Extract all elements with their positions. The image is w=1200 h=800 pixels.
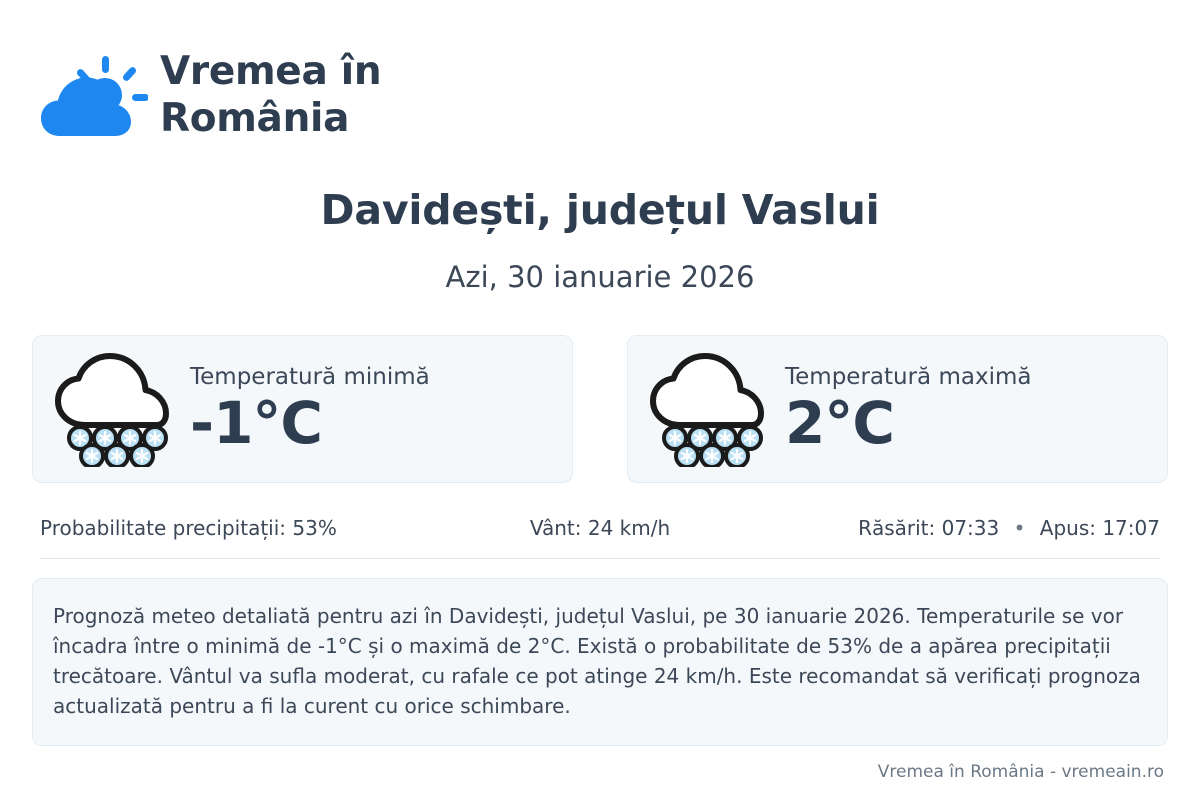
- brand-title-line2: România: [160, 96, 350, 141]
- cloud-with-snow-icon: [47, 352, 182, 467]
- max-temperature-label: Temperatură maximă: [785, 364, 1032, 390]
- brand-title: [160, 48, 381, 142]
- min-temperature-label: Temperatură minimă: [190, 364, 430, 390]
- max-temperature-text: [777, 364, 1032, 457]
- page-title: Davidești, județul Vaslui: [320, 186, 880, 234]
- brand-header: [0, 0, 1200, 142]
- sun-times: [787, 516, 1160, 540]
- sun-times-separator: •: [1013, 516, 1026, 540]
- max-temperature-card: [627, 335, 1168, 483]
- sunset-time: Apus: 17:07: [1039, 516, 1160, 540]
- sunrise-time: Răsărit: 07:33: [858, 516, 1000, 540]
- wind-speed: Vânt: 24 km/h: [529, 516, 671, 540]
- min-temperature-card: [32, 335, 573, 483]
- precipitation-probability: Probabilitate precipitații: 53%: [40, 516, 337, 540]
- page-date: Azi, 30 ianuarie 2026: [445, 260, 755, 294]
- min-temperature-text: [182, 364, 430, 457]
- max-temperature-value: 2°C: [785, 389, 894, 457]
- cloud-with-snow-icon: [642, 352, 777, 467]
- sun-behind-cloud-icon: [40, 50, 148, 140]
- weather-details-row: [40, 516, 1160, 559]
- min-temperature-value: -1°C: [190, 389, 322, 457]
- temperature-cards: [32, 335, 1168, 483]
- brand-title-line1: Vremea în: [160, 49, 382, 94]
- forecast-description: Prognoză meteo detaliată pentru azi în Davidești, județul Vaslui, pe 30 ianuarie 2026. Temperaturile se vor încadra între o minimă de -1°C și o maximă de 2°C. Există o probabilitate de 53% de a apărea precipitații trecătoare. Vântul va sufla moderat, cu rafale ce pot atinge 24 km/h. Este recomandat să verificați prognoza actualizată pentru a fi la curent cu orice schimbare.: [32, 578, 1168, 746]
- footer-credit: Vremea în România - vremeain.ro: [877, 762, 1164, 782]
